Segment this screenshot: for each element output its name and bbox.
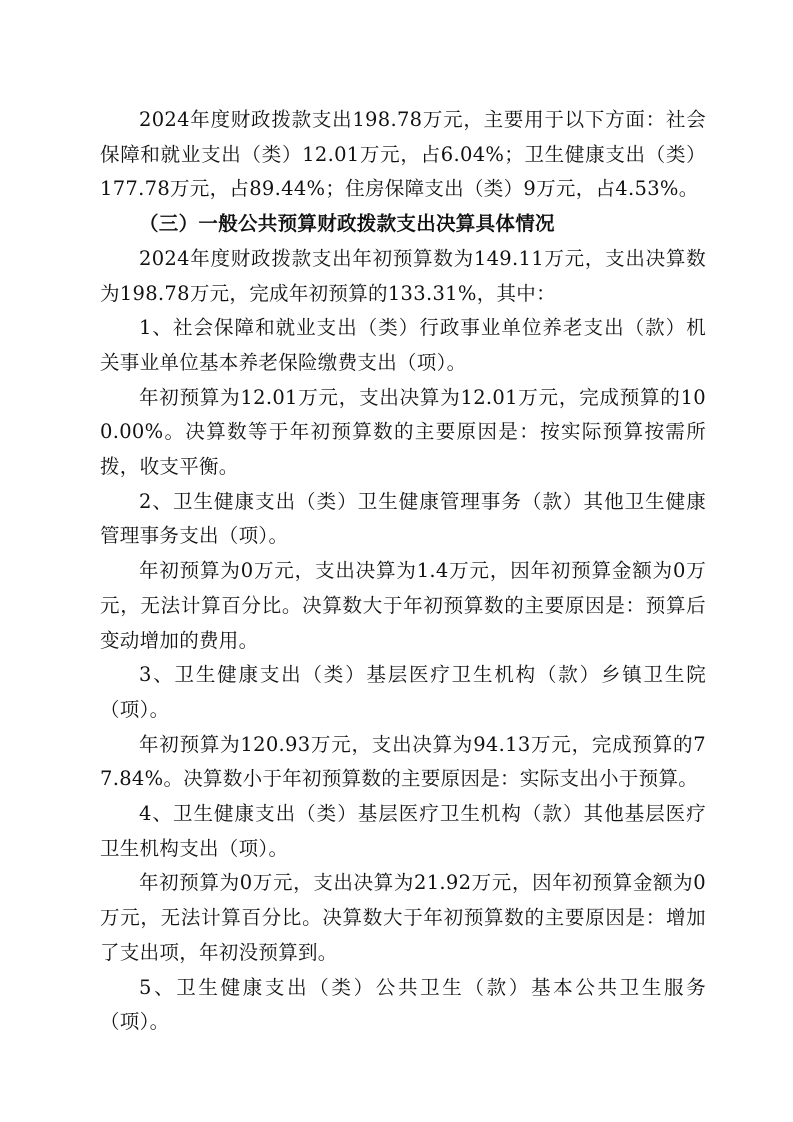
paragraph-item-3-title: 3、卫生健康支出（类）基层医疗卫生机构（款）乡镇卫生院（项）。 <box>100 663 706 721</box>
paragraph-item-1-detail: 年初预算为12.01万元，支出决算为12.01万元，完成预算的100.00%。决算数等于年初预算数的主要原因是：按实际预算按需所拨，收支平衡。 <box>100 385 706 479</box>
document-body <box>100 103 706 1040</box>
paragraph-item-2-detail: 年初预算为0万元，支出决算为1.4万元，因年初预算金额为0万元，无法计算百分比。决算数大于年初预算数的主要原因是：预算后变动增加的费用。 <box>100 559 706 652</box>
paragraph-item-4-detail: 年初预算为0万元，支出决算为21.92万元，因年初预算金额为0万元，无法计算百分比。决算数大于年初预算数的主要原因是：增加了支出项，年初没预算到。 <box>100 871 706 964</box>
paragraph-item-2-title: 2、卫生健康支出（类）卫生健康管理事务（款）其他卫生健康管理事务支出（项）。 <box>100 489 706 548</box>
paragraph-item-4-title: 4、卫生健康支出（类）基层医疗卫生机构（款）其他基层医疗卫生机构支出（项）。 <box>100 802 706 860</box>
paragraph-item-5-title: 5、卫生健康支出（类）公共卫生（款）基本公共卫生服务（项）。 <box>100 975 706 1034</box>
paragraph-item-3-detail: 年初预算为120.93万元，支出决算为94.13万元，完成预算的77.84%。决算数小于年初预算数的主要原因是：实际支出小于预算。 <box>100 732 706 791</box>
section-heading-general-budget: （三）一般公共预算财政拨款支出决算具体情况 <box>139 212 555 236</box>
paragraph-item-1-title: 1、社会保障和就业支出（类）行政事业单位养老支出（款）机关事业单位基本养老保险缴费支出（项）。 <box>100 316 706 374</box>
paragraph-budget-overview: 2024年度财政拨款支出年初预算数为149.11万元，支出决算数为198.78万元，完成年初预算的133.31%，其中： <box>100 246 706 305</box>
paragraph-expenditure-summary: 2024年度财政拨款支出198.78万元，主要用于以下方面：社会保障和就业支出（类）12.01万元，占6.04%；卫生健康支出（类）177.78万元，占89.44%；住房保障支出（类）9万元，占4.53%。 <box>100 108 706 201</box>
